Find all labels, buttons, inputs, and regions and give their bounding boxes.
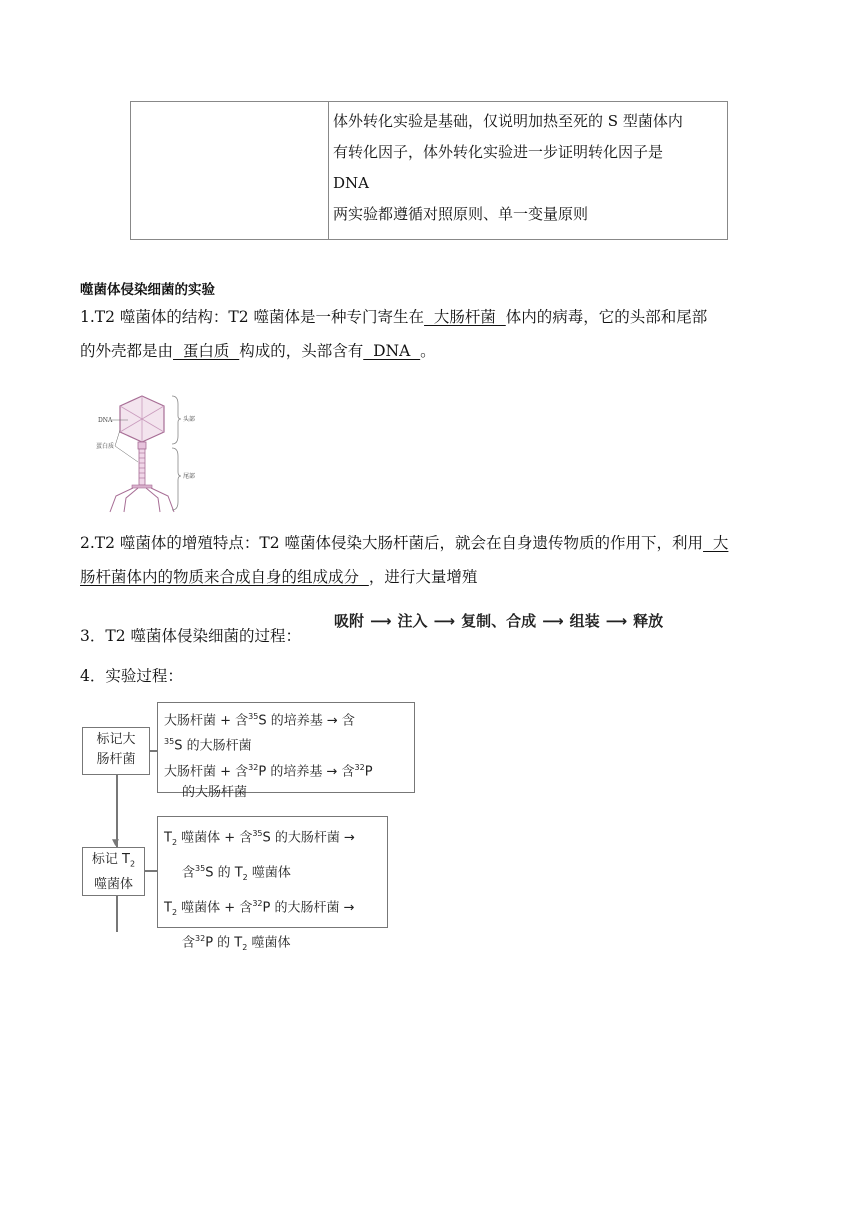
- arrow-right-icon: ⟶: [605, 611, 628, 630]
- table-line: 体外转化实验是基础，仅说明加热至死的 S 型菌体内: [333, 112, 683, 130]
- answer-blank: 大肠杆菌: [424, 308, 506, 326]
- connector-line: [116, 896, 118, 932]
- table-right-cell: [329, 102, 727, 239]
- svg-text:尾部: 尾部: [183, 473, 196, 480]
- paragraph-experiment: 4．实验过程：: [80, 667, 183, 685]
- answer-blank: 肠杆菌体内的物质来合成自身的组成成分: [80, 568, 369, 586]
- flow-step: 注入: [397, 612, 428, 630]
- table-left-cell: [131, 102, 329, 239]
- svg-text:DNA: DNA: [98, 417, 113, 424]
- svg-text:蛋白质: 蛋白质: [96, 443, 115, 450]
- arrow-right-icon: ⟶: [370, 611, 392, 630]
- phage-structure-figure: [86, 392, 216, 516]
- paragraph-structure: 1.T2 噬菌体的结构：T2 噬菌体是一种专门寄生在 大肠杆菌 体内的病毒，它的头部和尾部 的外壳都是由 蛋白质 构成的，头部含有 DNA 。: [80, 308, 708, 360]
- bracket-box-phage: $T_2$ 噬菌体 + 含$^{35}$S 的大肠杆菌 → 含$^{35}$S 的 $T_2$ 噬菌体 $T_2$ 噬菌体 + 含$^{32}$P 的大肠杆菌 → 含$^{32}$P 的 $T_2$ 噬菌体: [157, 816, 388, 928]
- table-line: DNA: [333, 174, 369, 192]
- table-line: 有转化因子，体外转化实验进一步证明转化因子是: [333, 143, 664, 161]
- paragraph-process: 3．T2 噬菌体侵染细菌的过程：: [80, 627, 301, 645]
- label-box-bacteria: 标记大 肠杆菌: [82, 727, 150, 775]
- flow-step: 吸附: [334, 612, 365, 630]
- flow-step: 组装: [569, 612, 600, 630]
- connector-line: [145, 870, 157, 872]
- connector-line: [150, 750, 157, 752]
- bracket-box-bacteria: 大肠杆菌 + 含$^{35}$S 的培养基 → 含 $^{35}$S 的大肠杆菌 大肠杆菌 + 含$^{32}$P 的培养基 → 含$^{32}$P 的大肠杆菌: [157, 702, 415, 793]
- flow-step: 释放: [633, 612, 664, 630]
- infection-process-flow: [334, 610, 663, 631]
- connector-line: [116, 775, 118, 847]
- answer-blank: 大: [703, 534, 729, 552]
- answer-blank: DNA: [363, 342, 421, 360]
- section-heading: 噬菌体侵染细菌的实验: [80, 282, 215, 298]
- arrow-right-icon: ⟶: [433, 611, 456, 630]
- paragraph-reproduction: 2.T2 噬菌体的增殖特点：T2 噬菌体侵染大肠杆菌后，就会在自身遗传物质的作用下，利用 大 肠杆菌体内的物质来合成自身的组成成分 ，进行大量增殖: [80, 534, 729, 586]
- table-line: 两实验都遵循对照原则、单一变量原则: [333, 205, 589, 223]
- svg-text:头部: 头部: [183, 416, 196, 423]
- arrow-down-icon: ▼: [112, 838, 119, 848]
- comparison-table: [130, 101, 728, 240]
- label-box-phage: 标记 $T_2$ 噬菌体: [82, 847, 145, 896]
- answer-blank: 蛋白质: [173, 342, 240, 360]
- flow-step: 复制、合成: [461, 612, 537, 630]
- arrow-right-icon: ⟶: [542, 611, 564, 630]
